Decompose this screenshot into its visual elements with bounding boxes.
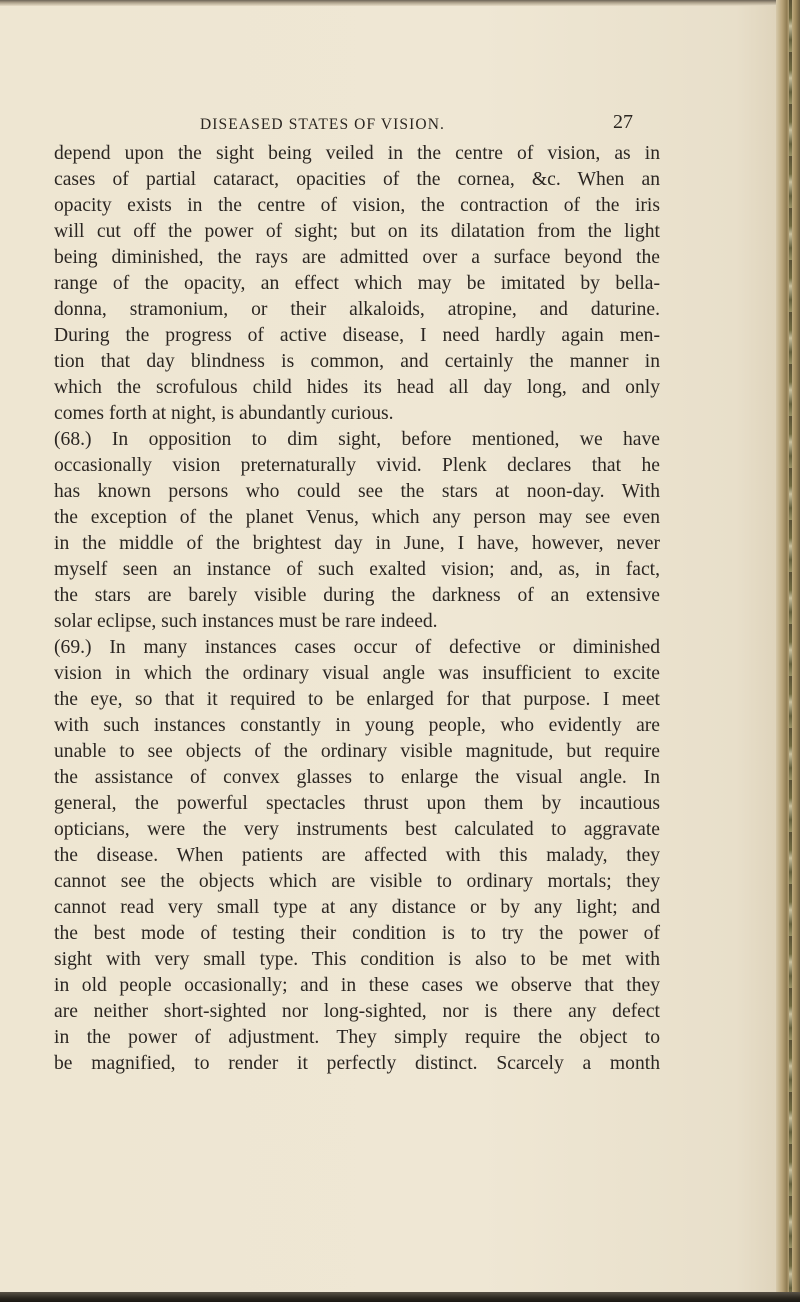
text-line: tion that day blindness is common, and certainly the manner in [54,351,660,372]
text-line: being diminished, the rays are admitted over a surface beyond the [54,247,660,268]
text-line: (68.) In opposition to dim sight, before mentioned, we have [54,429,660,450]
text-line: are neither short-sighted nor long-sighted, nor is there any defect [54,1001,660,1022]
page-number: 27 [613,111,633,133]
page-header [60,111,660,136]
text-line: the disease. When patients are affected with this malady, they [54,845,660,866]
text-line: which the scrofulous child hides its head all day long, and only [54,377,660,398]
text-line: in the middle of the brightest day in June, I have, however, never [54,533,660,554]
body-text [54,141,660,1077]
text-line: opacity exists in the centre of vision, the contraction of the iris [54,195,660,216]
text-line: comes forth at night, is abundantly curious. [54,403,394,424]
text-line: the stars are barely visible during the darkness of an extensive [54,585,660,606]
text-line: occasionally vision preternaturally vivid. Plenk declares that he [54,455,660,476]
text-line: depend upon the sight being veiled in the centre of vision, as in [54,143,660,164]
running-title: DISEASED STATES OF VISION. [200,116,445,133]
text-line: opticians, were the very instruments best calculated to aggravate [54,819,660,840]
text-line: vision in which the ordinary visual angle was insufficient to excite [54,663,660,684]
text-line: (69.) In many instances cases occur of defective or diminished [54,637,660,658]
text-line: myself seen an instance of such exalted vision; and, as, in fact, [54,559,660,580]
text-line: sight with very small type. This condition is also to be met with [54,949,660,970]
text-line: the best mode of testing their condition is to try the power of [54,923,660,944]
text-line: in old people occasionally; and in these cases we observe that they [54,975,660,996]
text-line: with such instances constantly in young people, who evidently are [54,715,660,736]
text-line: the exception of the planet Venus, which any person may see even [54,507,660,528]
text-line: During the progress of active disease, I need hardly again men- [54,325,660,346]
text-line: will cut off the power of sight; but on its dilatation from the light [54,221,660,242]
text-line: the assistance of convex glasses to enlarge the visual angle. In [54,767,660,788]
text-line: cannot see the objects which are visible to ordinary mortals; they [54,871,660,892]
page-bottom-edge [0,1292,800,1302]
text-line: the eye, so that it required to be enlarged for that purpose. I meet [54,689,660,710]
text-line: unable to see objects of the ordinary visible magnitude, but require [54,741,660,762]
text-line: has known persons who could see the stars at noon-day. With [54,481,660,502]
text-line: donna, stramonium, or their alkaloids, atropine, and daturine. [54,299,660,320]
text-line: solar eclipse, such instances must be rare indeed. [54,611,438,632]
page-top-edge [0,0,800,6]
text-line: in the power of adjustment. They simply require the object to [54,1027,660,1048]
text-line: range of the opacity, an effect which may be imitated by bella- [54,273,660,294]
text-line: cannot read very small type at any distance or by any light; and [54,897,660,918]
text-line: general, the powerful spectacles thrust upon them by incautious [54,793,660,814]
book-spine [776,0,800,1302]
spine-binding [789,0,792,1302]
text-line: cases of partial cataract, opacities of the cornea, &c. When an [54,169,660,190]
text-line: be magnified, to render it perfectly distinct. Scarcely a month [54,1053,660,1074]
